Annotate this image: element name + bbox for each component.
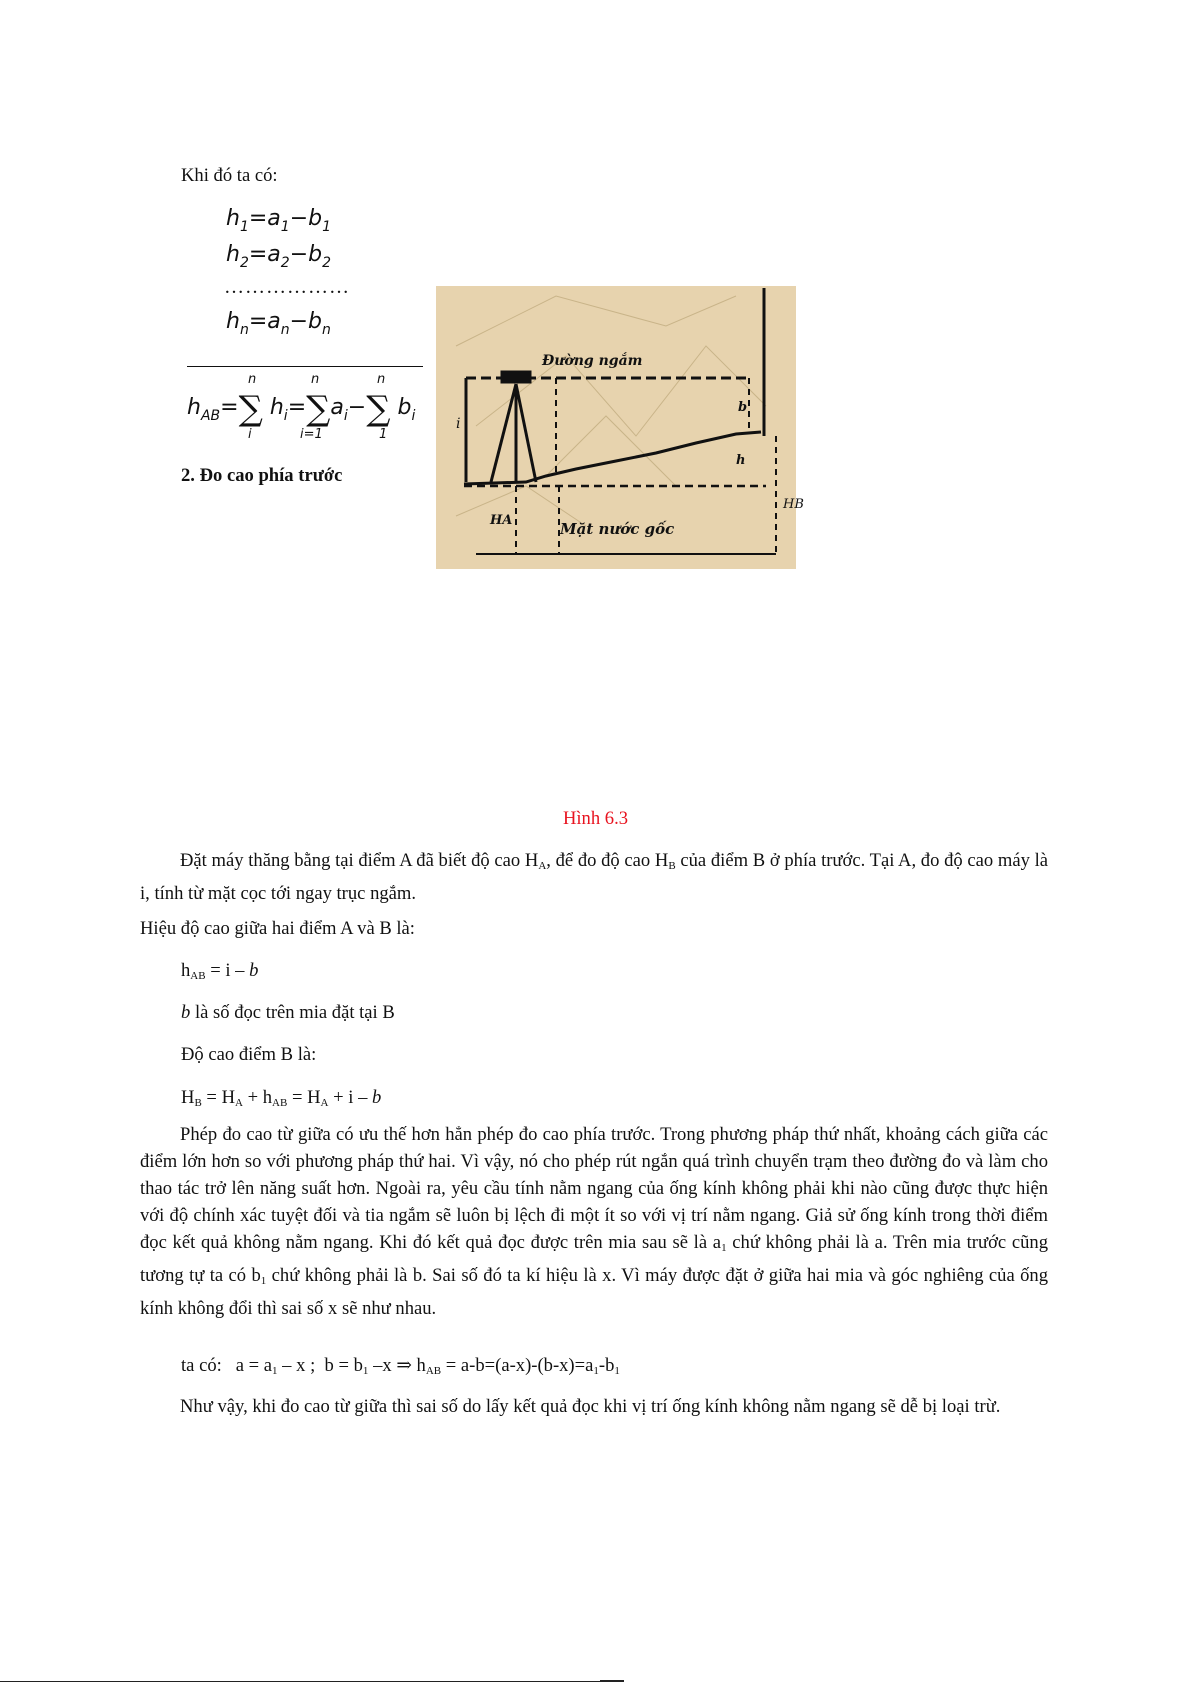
equation-h1: $h_1=a_1-b_1$ [226, 206, 332, 235]
figure-label-sight: Đường ngắm [542, 353, 643, 369]
figure-svg [436, 286, 804, 569]
equation-dots: ……………… [224, 276, 350, 298]
formula-hab: $h_{AB} = i - b$ [181, 960, 259, 982]
paragraph-1: Đặt máy thăng bằng tại điểm A đã biết độ cao $H_A$, để đo độ cao $H_B$ của điểm B ở phía trước. Tại A, đo độ cao máy là i, tính từ mặt cọc tới ngay trục ngắm. [140, 850, 1048, 904]
figure-caption: Hình 6.3 [562, 808, 629, 829]
section-heading: 2. Đo cao phía trước [181, 465, 343, 486]
page-bottom-mark [600, 1680, 624, 1682]
figure-label-b: b [738, 400, 748, 415]
sum-limit: n [248, 372, 257, 387]
figure-label-i: i [456, 416, 461, 432]
paragraph-4: Độ cao điểm B là: [181, 1044, 317, 1065]
paragraph-5: Phép đo cao từ giữa có ưu thế hơn hẳn phép đo cao phía trước. Trong phương pháp thứ nhất, khoảng cách giữa các điểm lớn hơn so với phương pháp thứ hai. Vì vậy, nó cho phép rút ngắn quá trình chuyển trạm theo đường đo và làm cho thao tác trở lên năng suất hơn. Ngoài ra, yêu cầu tính nằm ngang của ống kính không phải khi nào cũng được thực hiện với độ chính xác tuyệt đối và tia ngắm sẽ luôn bị lệch đi một ít so với vị trí nằm ngang. Giả sử ống kính trong thời điểm đọc kết quả không nằm ngang. Khi đó kết quả đọc được trên mia sau sẽ là $a_1$ chứ không phải là a. Trên mia trước cũng tương tự ta có $b_1$ chứ không phải là b. Sai số đó ta kí hiệu là x. Vì máy được đặt ở giữa hai mia và góc nghiêng của ống kính không đổi thì sai số x sẽ như nhau. [140, 1124, 1049, 1319]
sum-limit: n [311, 372, 320, 387]
formula-note: b là số đọc trên mia đặt tại B [181, 1002, 395, 1023]
figure-label-h: h [736, 453, 746, 468]
figure-leveling-diagram [436, 286, 804, 569]
sum-rule [187, 366, 423, 367]
equation-hab-sum: $h_{AB}=\sum$ $h_i=\sum a_i-\sum$ $b_i$ [187, 389, 416, 429]
formula-error-cancel: ta có: $a = a_1 - x$ ; $b = b_1$ –x ⇒ $h_{AB} = a-b=(a-x)-(b-x)=a_1-b_1$ [181, 1355, 620, 1377]
paragraph-6: Như vậy, khi đo cao từ giữa thì sai số do lấy kết quả đọc khi vị trí ống kính không nằm ngang sẽ dễ bị loại trừ. [180, 1396, 1001, 1417]
sum-limit: i [248, 427, 252, 442]
sum-limit: 1 [379, 427, 388, 442]
formula-hb: $H_B = H_A + h_{AB} = H_A + i - b$ [181, 1087, 382, 1109]
page-bottom-rule [0, 1681, 600, 1682]
equation-h2: $h_2=a_2-b_2$ [226, 242, 332, 271]
figure-label-datum: Mặt nước gốc [560, 520, 675, 538]
figure-label-hb: HB [783, 497, 804, 512]
equation-hn: $h_n=a_n-b_n$ [226, 309, 331, 338]
paragraph-2: Hiệu độ cao giữa hai điểm A và B là: [140, 918, 415, 939]
sum-limit: i=1 [300, 427, 323, 442]
sum-limit: n [377, 372, 386, 387]
figure-label-ha: HA [490, 513, 513, 528]
intro-text: Khi đó ta có: [181, 165, 278, 186]
